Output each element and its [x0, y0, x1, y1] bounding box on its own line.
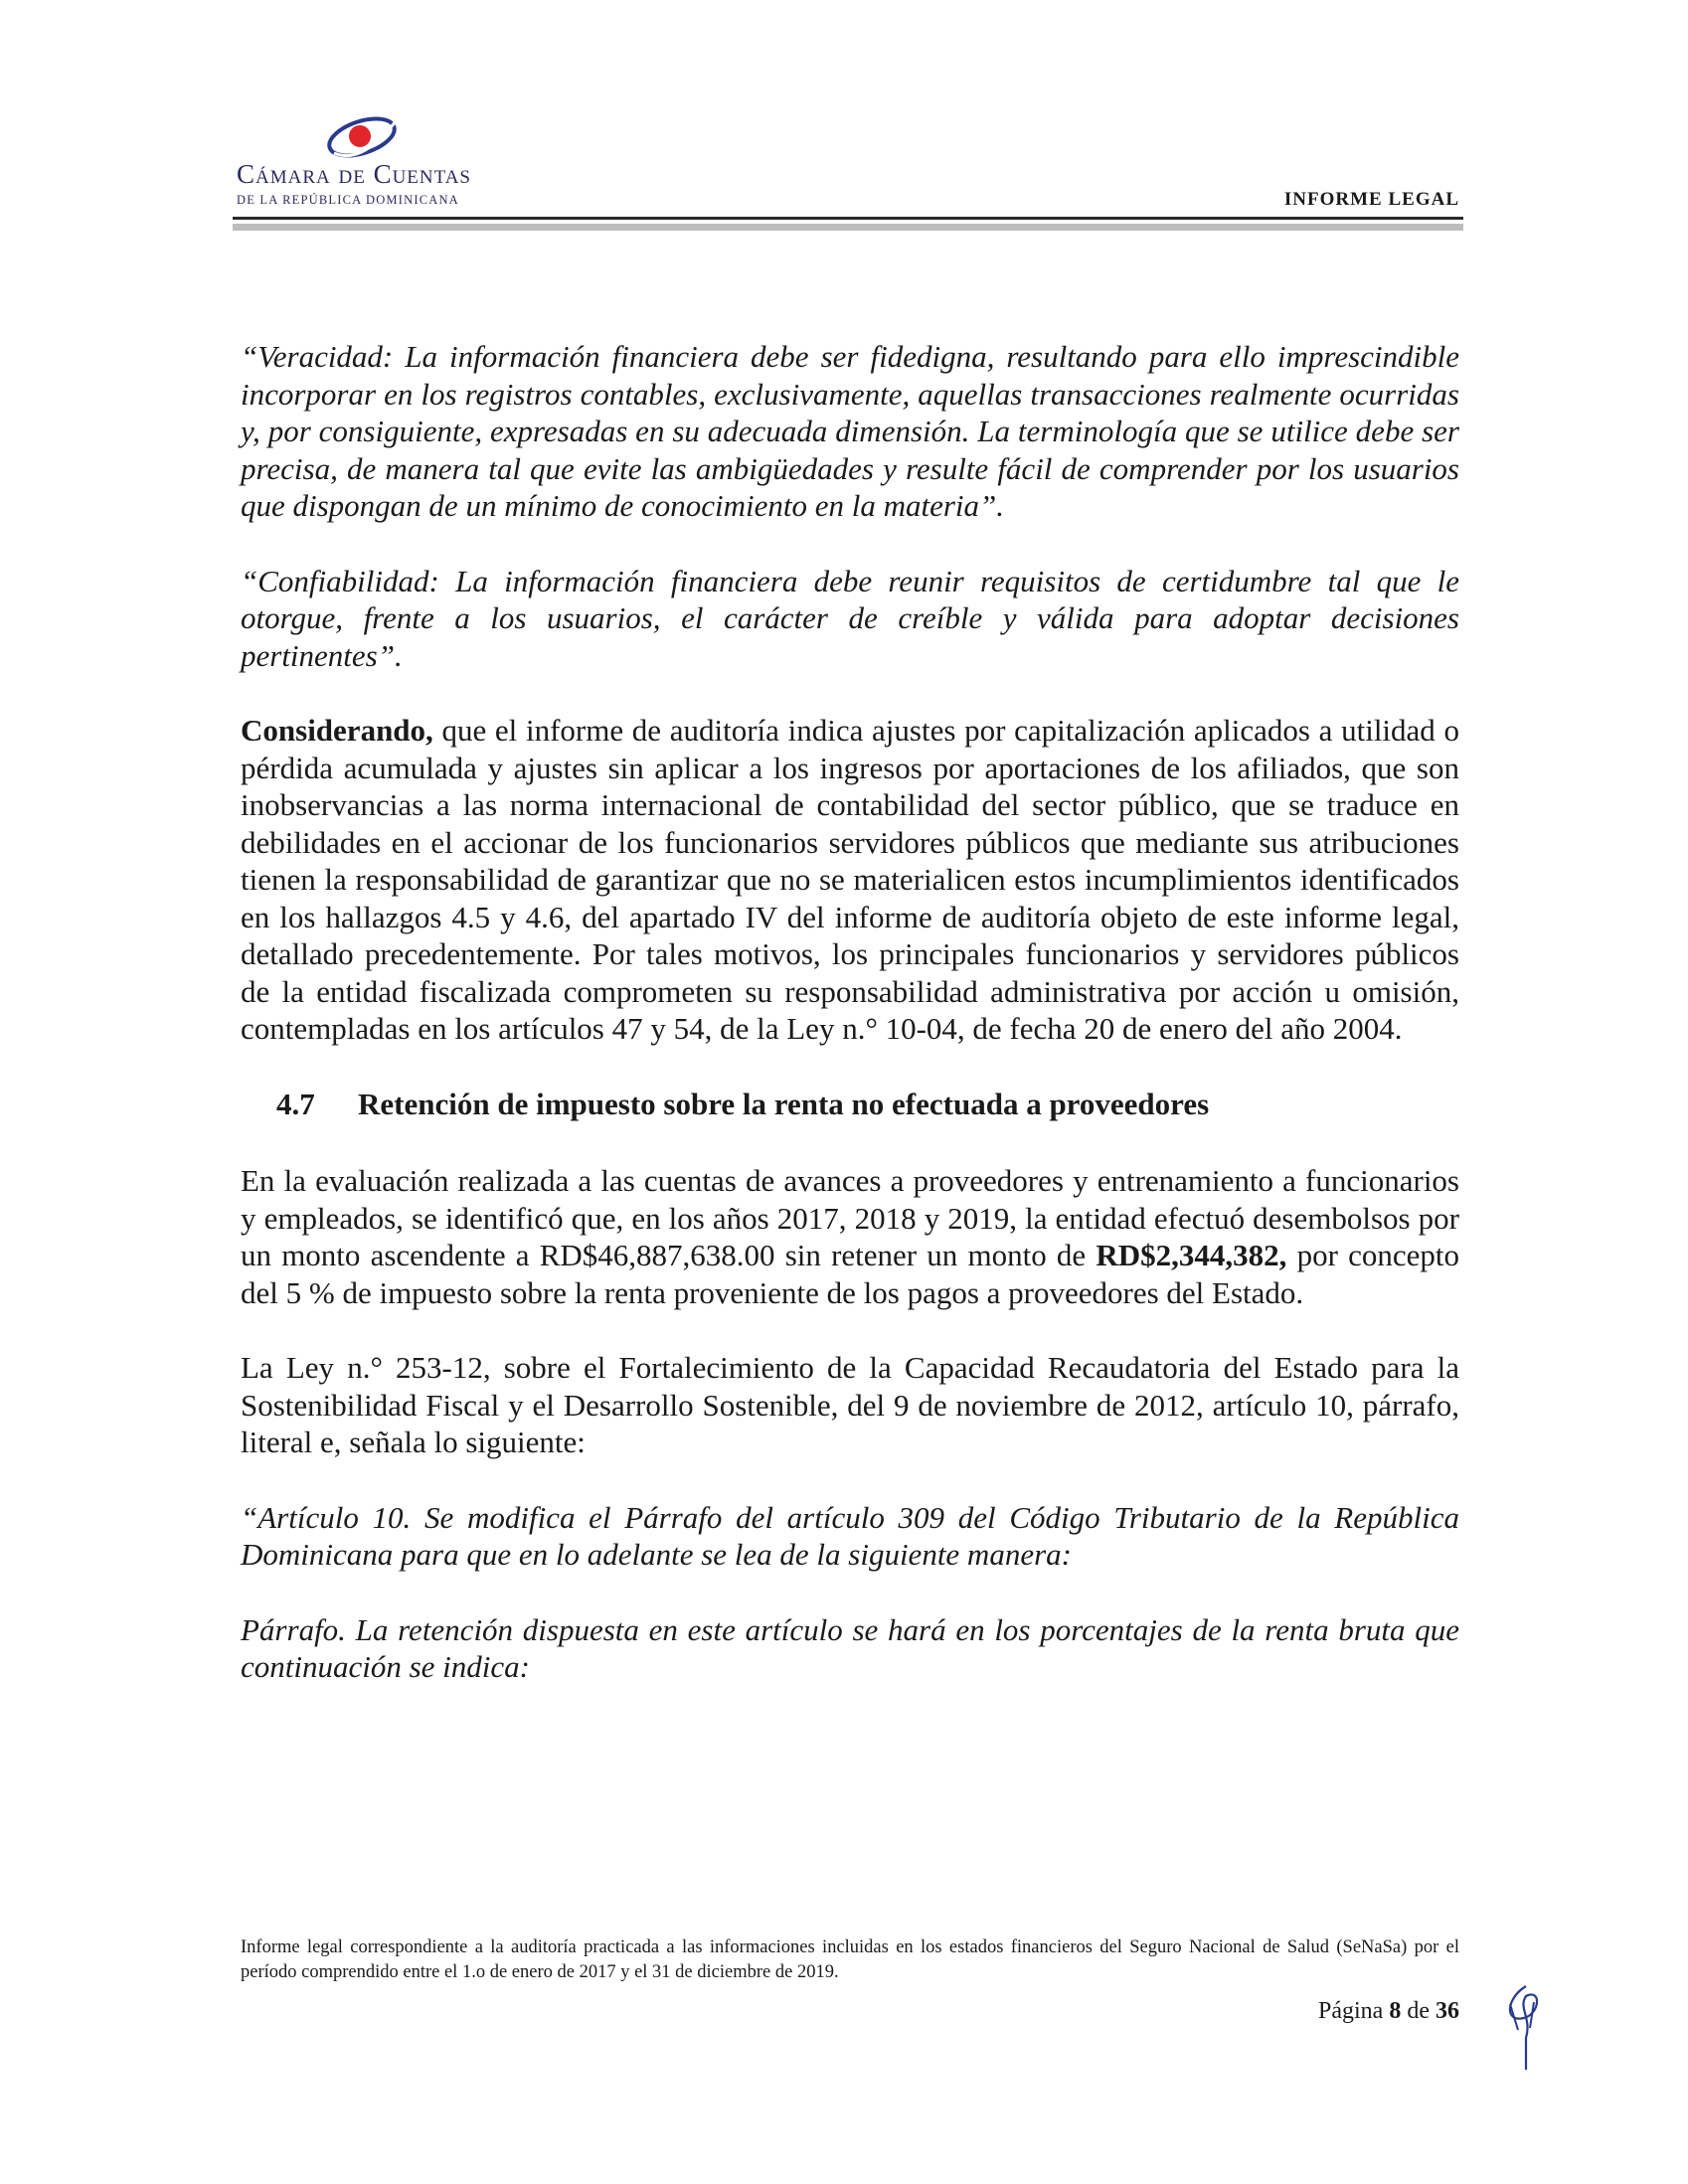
page-number — [1318, 1998, 1459, 2025]
evaluacion-text-1: En la evaluación realizada a las cuentas de avances a proveedores y entrenamiento a funcionarios y empleados, se identificó que, en los años 2017, 2018 y 2019, la entidad efectuó desembolsos por un monto ascendente a RD$46,887,638.00 sin retener un monto de — [241, 1163, 1459, 1272]
section-number: 4.7 — [276, 1086, 315, 1121]
retention-amount: RD$2,344,382, — [1096, 1238, 1287, 1272]
footer-note: Informe legal correspondiente a la auditoría practicada a las informaciones incluidas en los estados financieros del Seguro Nacional de Salud (SeNaSa) por el período comprendido entre el 1.o de enero de 2017 y el 31 de diciembre de 2019. — [241, 1937, 1459, 1982]
quote-parrafo: Párrafo. La retención dispuesta en este artículo se hará en los porcentajes de la renta bruta que continuación se indica: — [241, 1611, 1459, 1684]
initials-signature-icon — [1496, 1978, 1556, 2078]
page-prefix: Página — [1318, 1998, 1390, 2024]
quote-confiabilidad: “Confiabilidad: La información financiera debe reunir requisitos de certidumbre tal que le otorgue, frente a los usuarios, el carácter de creíble y válida para adoptar decisiones pertinentes”. — [241, 563, 1459, 673]
header-rule-dark — [233, 217, 1463, 220]
section-heading — [276, 1086, 1459, 1123]
page-mid: de — [1401, 1998, 1435, 2024]
considerando-lead: Considerando, — [241, 713, 433, 748]
evaluacion-text-2: por concepto del 5 % de impuesto sobre la renta proveniente de los pagos a proveedores del Estado. — [241, 1238, 1459, 1310]
considerando-text: que el informe de auditoría indica ajustes por capitalización aplicados a utilidad o pérdida acumulada y ajustes sin aplicar a los ingresos por aportaciones de los afiliados, que son inobservancias a las norma internacional de contabilidad del sector público, que se traduce en debilidades en el accionar de los funcionarios servidores públicos que mediante sus atribuciones tienen la responsabilidad de garantizar que no se materialicen estos incumplimientos identificados en los hallazgos 4.5 y 4.6, del apartado IV del informe de auditoría objeto de este informe legal, detallado precedentemente. Por tales motivos, los principales funcionarios y servidores públicos de la entidad fiscalizada comprometen su responsabilidad administrativa por acción u omisión, contempladas en los artículos 47 y 54, de la Ley n.° 10-04, de fecha 20 de enero del año 2004. — [241, 713, 1459, 1046]
quote-articulo-10: “Artículo 10. Se modifica el Párrafo del artículo 309 del Código Tributario de la República Dominicana para que en lo adelante se lea de la siguiente manera: — [241, 1499, 1459, 1572]
quote-veracidad: “Veracidad: La información financiera debe ser fidedigna, resultando para ello imprescindible incorporar en los registros contables, exclusivamente, aquellas transacciones realmente ocurridas y, por consiguiente, expresadas en su adecuada dimensión. La terminología que se utilice debe ser precisa, de manera tal que evite las ambigüedades y resulte fácil de comprender por los usuarios que dispongan de un mínimo de conocimiento en la materia”. — [241, 339, 1459, 523]
page-header — [237, 99, 1459, 249]
org-subtitle: DE LA REPÚBLICA DOMINICANA — [237, 193, 459, 207]
paragraph-considerando — [241, 712, 1459, 1048]
camara-de-cuentas-logo-icon — [316, 103, 408, 167]
page-total: 36 — [1435, 1998, 1459, 2024]
page-current: 8 — [1389, 1998, 1402, 2024]
section-title: Retención de impuesto sobre la renta no efectuada a proveedores — [358, 1086, 1210, 1121]
header-rule-grey — [233, 224, 1463, 231]
paragraph-evaluacion — [241, 1162, 1459, 1311]
page-body — [241, 338, 1459, 1686]
paragraph-ley-253-12: La Ley n.° 253-12, sobre el Fortalecimiento de la Capacidad Recaudatoria del Estado para la Sostenibilidad Fiscal y el Desarrollo Sostenible, del 9 de noviembre de 2012, artículo 10, párrafo, literal e, señala lo siguiente: — [241, 1350, 1459, 1459]
org-name: Cámara de Cuentas — [237, 159, 471, 189]
report-type-label: INFORME LEGAL — [1283, 189, 1459, 210]
